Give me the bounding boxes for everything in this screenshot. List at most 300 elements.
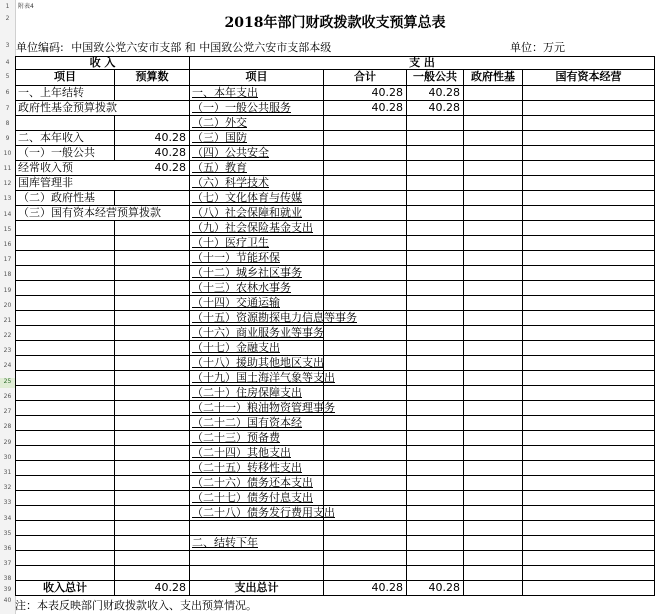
expense-state-cell[interactable] bbox=[523, 431, 655, 446]
expense-general-cell[interactable] bbox=[407, 461, 464, 476]
expense-item-cell[interactable] bbox=[190, 506, 335, 521]
income-item-cell[interactable] bbox=[15, 281, 115, 296]
expense-item-cell[interactable] bbox=[190, 281, 324, 296]
income-item-cell-text: 一、上年结转 bbox=[18, 86, 84, 99]
expense-state-cell[interactable] bbox=[523, 236, 655, 251]
expense-total-cell[interactable] bbox=[324, 281, 407, 296]
expense-general-cell[interactable] bbox=[407, 431, 464, 446]
income-item-cell[interactable] bbox=[15, 431, 115, 446]
row-number[interactable]: 3 bbox=[5, 42, 10, 49]
expense-total-cell[interactable] bbox=[324, 251, 407, 266]
expense-item-cell[interactable] bbox=[190, 86, 324, 101]
row-number[interactable]: 15 bbox=[3, 226, 12, 233]
expense-total-cell[interactable] bbox=[324, 371, 407, 386]
row-number[interactable]: 28 bbox=[3, 423, 12, 430]
income-budget-cell[interactable] bbox=[115, 251, 190, 266]
expense-state-cell[interactable] bbox=[523, 296, 655, 311]
expense-item-cell[interactable] bbox=[190, 311, 357, 326]
expense-total-cell[interactable] bbox=[324, 461, 407, 476]
expense-fund-cell[interactable] bbox=[464, 101, 523, 116]
expense-item-cell[interactable] bbox=[190, 146, 324, 161]
unit-value: 中国致公党六安市支部 和 中国致公党六安市支部本级 bbox=[71, 41, 332, 54]
income-budget-cell[interactable] bbox=[115, 296, 190, 311]
expense-item-cell[interactable] bbox=[190, 386, 324, 401]
expense-total-cell[interactable] bbox=[324, 86, 407, 101]
row-number[interactable]: 33 bbox=[3, 499, 12, 506]
income-budget-cell[interactable] bbox=[115, 551, 190, 566]
expense-item-cell[interactable] bbox=[190, 356, 324, 371]
row-number[interactable]: 1 bbox=[5, 3, 10, 10]
expense-total-cell[interactable] bbox=[324, 536, 407, 551]
header-income-item[interactable] bbox=[15, 70, 115, 86]
expense-total-cell[interactable] bbox=[324, 506, 407, 521]
expense-fund-cell[interactable] bbox=[464, 161, 523, 176]
expense-fund-cell[interactable] bbox=[464, 371, 523, 386]
expense-general-cell[interactable] bbox=[407, 371, 464, 386]
expense-state-cell[interactable] bbox=[523, 566, 655, 581]
expense-total-cell[interactable] bbox=[324, 101, 407, 116]
expense-general-cell[interactable] bbox=[407, 296, 464, 311]
expense-item-cell[interactable] bbox=[190, 221, 324, 236]
expense-state-cell[interactable] bbox=[523, 311, 655, 326]
expense-total-cell[interactable] bbox=[324, 431, 407, 446]
expense-state-cell[interactable] bbox=[523, 356, 655, 371]
expense-total-cell[interactable] bbox=[324, 386, 407, 401]
row-number[interactable]: 26 bbox=[3, 393, 12, 400]
income-item-cell[interactable] bbox=[15, 386, 115, 401]
expense-general-cell[interactable] bbox=[407, 491, 464, 506]
expense-state-cell[interactable] bbox=[523, 476, 655, 491]
money-unit: 单位：万元 bbox=[510, 41, 565, 54]
expense-general-cell[interactable] bbox=[407, 401, 464, 416]
income-item-cell[interactable] bbox=[15, 296, 115, 311]
row-number[interactable]: 37 bbox=[3, 560, 12, 567]
expense-fund-cell[interactable] bbox=[464, 221, 523, 236]
expense-general-cell[interactable] bbox=[407, 206, 464, 221]
row-number[interactable]: 38 bbox=[3, 575, 12, 582]
expense-state-cell[interactable] bbox=[523, 401, 655, 416]
expense-general-cell[interactable] bbox=[407, 356, 464, 371]
income-item-cell[interactable] bbox=[15, 101, 190, 116]
income-budget-cell[interactable] bbox=[115, 236, 190, 251]
expense-item-cell[interactable] bbox=[190, 371, 335, 386]
expense-fund-cell[interactable] bbox=[464, 476, 523, 491]
income-item-cell[interactable] bbox=[15, 506, 115, 521]
expense-general-cell[interactable] bbox=[407, 191, 464, 206]
row-number[interactable]: 34 bbox=[3, 515, 12, 522]
income-budget-cell[interactable] bbox=[115, 221, 190, 236]
expense-general-cell[interactable] bbox=[407, 476, 464, 491]
row-number[interactable]: 22 bbox=[3, 332, 12, 339]
expense-item-cell[interactable] bbox=[190, 101, 324, 116]
row-number[interactable]: 23 bbox=[3, 347, 12, 354]
expense-general-cell[interactable] bbox=[407, 506, 464, 521]
expense-item-cell-text: （二十一）粮油物资管理事务 bbox=[192, 401, 335, 414]
header-expense-item[interactable] bbox=[190, 70, 324, 86]
income-total-label[interactable] bbox=[15, 581, 115, 596]
expense-total-cell[interactable] bbox=[324, 161, 407, 176]
income-budget-cell[interactable] bbox=[115, 266, 190, 281]
expense-general-total-value[interactable] bbox=[407, 581, 464, 596]
row-number[interactable]: 31 bbox=[3, 469, 12, 476]
expense-total-cell[interactable] bbox=[324, 356, 407, 371]
income-item-cell[interactable] bbox=[15, 476, 115, 491]
expense-fund-cell[interactable] bbox=[464, 86, 523, 101]
income-budget-cell[interactable] bbox=[115, 566, 190, 581]
income-budget-cell[interactable] bbox=[115, 431, 190, 446]
income-budget-cell[interactable] bbox=[115, 416, 190, 431]
income-budget-cell[interactable] bbox=[115, 461, 190, 476]
expense-state-cell[interactable] bbox=[523, 386, 655, 401]
income-item-cell[interactable] bbox=[15, 446, 115, 461]
expense-item-cell[interactable] bbox=[190, 521, 324, 536]
expense-state-cell[interactable] bbox=[523, 416, 655, 431]
row-number[interactable]: 30 bbox=[3, 454, 12, 461]
expense-total-value[interactable] bbox=[324, 581, 407, 596]
row-number[interactable]: 40 bbox=[3, 597, 12, 604]
expense-fund-cell[interactable] bbox=[464, 251, 523, 266]
expense-total-cell[interactable] bbox=[324, 116, 407, 131]
expense-state-cell[interactable] bbox=[523, 161, 655, 176]
expense-fund-cell[interactable] bbox=[464, 146, 523, 161]
expense-fund-cell[interactable] bbox=[464, 296, 523, 311]
expense-general-cell[interactable] bbox=[407, 536, 464, 551]
row-number[interactable]: 20 bbox=[3, 302, 12, 309]
header-budget[interactable] bbox=[115, 70, 190, 86]
expense-general-cell[interactable] bbox=[407, 221, 464, 236]
expense-state-cell[interactable] bbox=[523, 551, 655, 566]
expense-state-cell[interactable] bbox=[523, 206, 655, 221]
expense-fund-cell[interactable] bbox=[464, 116, 523, 131]
expense-total-cell[interactable] bbox=[324, 206, 407, 221]
row-number[interactable]: 21 bbox=[3, 317, 12, 324]
income-total-value[interactable] bbox=[115, 581, 190, 596]
expense-item-cell-text: （三）国防 bbox=[192, 131, 247, 144]
expense-general-cell[interactable] bbox=[407, 146, 464, 161]
expense-total-cell[interactable] bbox=[324, 491, 407, 506]
expense-fund-cell[interactable] bbox=[464, 236, 523, 251]
expense-item-cell[interactable] bbox=[190, 536, 324, 551]
expense-general-cell[interactable] bbox=[407, 311, 464, 326]
expense-general-cell[interactable] bbox=[407, 341, 464, 356]
expense-state-cell[interactable] bbox=[523, 251, 655, 266]
income-budget-cell[interactable] bbox=[115, 146, 190, 161]
expense-state-cell[interactable] bbox=[523, 176, 655, 191]
row-number[interactable]: 4 bbox=[5, 59, 10, 66]
expense-item-cell[interactable] bbox=[190, 401, 335, 416]
income-budget-cell[interactable] bbox=[115, 506, 190, 521]
income-item-cell[interactable] bbox=[15, 311, 115, 326]
expense-total-cell[interactable] bbox=[324, 191, 407, 206]
expense-fund-cell[interactable] bbox=[464, 176, 523, 191]
expense-item-cell[interactable] bbox=[190, 131, 324, 146]
row-number[interactable]: 39 bbox=[3, 586, 12, 593]
expense-item-cell-text: （二十八）债务发行费用支出 bbox=[192, 506, 335, 519]
expense-item-cell[interactable] bbox=[190, 266, 324, 281]
expense-state-cell[interactable] bbox=[523, 446, 655, 461]
expense-fund-cell[interactable] bbox=[464, 206, 523, 221]
income-item-cell[interactable] bbox=[15, 251, 115, 266]
income-budget-cell[interactable] bbox=[115, 191, 190, 206]
expense-general-cell[interactable] bbox=[407, 326, 464, 341]
row-number[interactable]: 18 bbox=[3, 271, 12, 278]
expense-fund-cell[interactable] bbox=[464, 266, 523, 281]
expense-fund-cell[interactable] bbox=[464, 461, 523, 476]
expense-fund-cell[interactable] bbox=[464, 401, 523, 416]
expense-state-cell[interactable] bbox=[523, 131, 655, 146]
income-budget-cell[interactable] bbox=[115, 386, 190, 401]
expense-total-cell[interactable] bbox=[324, 221, 407, 236]
expense-state-cell[interactable] bbox=[523, 281, 655, 296]
expense-fund-cell[interactable] bbox=[464, 281, 523, 296]
income-budget-cell[interactable] bbox=[115, 281, 190, 296]
expense-general-cell[interactable] bbox=[407, 446, 464, 461]
expense-total-cell[interactable] bbox=[324, 146, 407, 161]
header-total[interactable] bbox=[324, 70, 407, 86]
expense-general-cell[interactable] bbox=[407, 236, 464, 251]
income-budget-cell[interactable] bbox=[115, 491, 190, 506]
expense-item-cell[interactable] bbox=[190, 176, 324, 191]
income-item-cell[interactable] bbox=[15, 491, 115, 506]
row-number[interactable]: 29 bbox=[3, 439, 12, 446]
row-number[interactable]: 5 bbox=[5, 73, 10, 80]
expense-total-cell[interactable] bbox=[324, 521, 407, 536]
header-total-text: 合计 bbox=[354, 70, 376, 83]
income-item-cell[interactable] bbox=[15, 371, 115, 386]
income-item-cell[interactable] bbox=[15, 206, 190, 221]
expense-general-cell[interactable] bbox=[407, 101, 464, 116]
row-number[interactable]: 25 bbox=[0, 378, 15, 388]
income-item-cell[interactable] bbox=[15, 461, 115, 476]
expense-item-cell-text: （二）外交 bbox=[192, 116, 247, 129]
expense-general-cell[interactable] bbox=[407, 176, 464, 191]
row-number[interactable]: 12 bbox=[3, 180, 12, 187]
expense-general-cell[interactable] bbox=[407, 116, 464, 131]
expense-fund-cell[interactable] bbox=[464, 341, 523, 356]
header-general-text: 一般公共 bbox=[413, 70, 457, 83]
expense-total-cell[interactable] bbox=[324, 566, 407, 581]
expense-fund-cell[interactable] bbox=[464, 311, 523, 326]
expense-state-cell[interactable] bbox=[523, 371, 655, 386]
row-number[interactable]: 35 bbox=[3, 530, 12, 537]
expense-item-cell-text: （十六）商业服务业等事务 bbox=[192, 326, 324, 339]
expense-item-cell-text: （十八）援助其他地区支出 bbox=[192, 356, 324, 369]
expense-fund-cell[interactable] bbox=[464, 191, 523, 206]
income-budget-cell[interactable] bbox=[115, 476, 190, 491]
expense-state-cell[interactable] bbox=[523, 461, 655, 476]
income-item-cell[interactable] bbox=[15, 266, 115, 281]
expense-general-cell[interactable] bbox=[407, 416, 464, 431]
expense-state-total-value[interactable] bbox=[523, 581, 655, 596]
expense-total-cell[interactable] bbox=[324, 131, 407, 146]
expense-state-cell[interactable] bbox=[523, 116, 655, 131]
expense-state-cell[interactable] bbox=[523, 341, 655, 356]
income-item-cell[interactable] bbox=[15, 551, 115, 566]
income-item-cell[interactable] bbox=[15, 536, 115, 551]
expense-total-value-text: 40.28 bbox=[371, 581, 403, 594]
income-item-cell[interactable] bbox=[15, 131, 115, 146]
header-general[interactable] bbox=[407, 70, 464, 86]
row-number[interactable]: 14 bbox=[3, 211, 12, 218]
expense-fund-cell[interactable] bbox=[464, 506, 523, 521]
expense-total-cell[interactable] bbox=[324, 296, 407, 311]
income-item-cell[interactable] bbox=[15, 236, 115, 251]
expense-item-cell[interactable] bbox=[190, 476, 324, 491]
expense-total-cell[interactable] bbox=[324, 341, 407, 356]
header-expense[interactable] bbox=[190, 56, 655, 70]
expense-state-cell[interactable] bbox=[523, 191, 655, 206]
income-item-cell[interactable] bbox=[15, 191, 115, 206]
expense-state-cell[interactable] bbox=[523, 86, 655, 101]
income-budget-cell[interactable] bbox=[115, 116, 190, 131]
expense-item-cell[interactable] bbox=[190, 116, 324, 131]
row-number[interactable]: 9 bbox=[5, 135, 10, 142]
expense-item-cell[interactable] bbox=[190, 431, 324, 446]
expense-state-cell[interactable] bbox=[523, 521, 655, 536]
income-budget-cell[interactable] bbox=[115, 371, 190, 386]
expense-general-cell[interactable] bbox=[407, 386, 464, 401]
row-number[interactable]: 6 bbox=[5, 89, 10, 96]
row-number[interactable]: 7 bbox=[5, 105, 10, 112]
income-budget-cell[interactable] bbox=[115, 521, 190, 536]
row-number[interactable]: 10 bbox=[3, 150, 12, 157]
row-number[interactable]: 8 bbox=[5, 120, 10, 127]
expense-general-cell[interactable] bbox=[407, 131, 464, 146]
expense-general-cell[interactable] bbox=[407, 281, 464, 296]
expense-total-cell-text: 40.28 bbox=[371, 86, 403, 99]
expense-general-cell[interactable] bbox=[407, 551, 464, 566]
expense-total-cell[interactable] bbox=[324, 446, 407, 461]
income-item-cell[interactable] bbox=[15, 86, 115, 101]
income-item-cell[interactable] bbox=[15, 146, 115, 161]
expense-fund-cell[interactable] bbox=[464, 356, 523, 371]
expense-item-cell[interactable] bbox=[190, 161, 324, 176]
expense-item-cell[interactable] bbox=[190, 191, 324, 206]
income-item-cell[interactable] bbox=[15, 566, 115, 581]
expense-total-cell[interactable] bbox=[324, 551, 407, 566]
header-income[interactable] bbox=[15, 56, 190, 70]
expense-total-cell[interactable] bbox=[324, 416, 407, 431]
income-budget-cell[interactable] bbox=[115, 341, 190, 356]
row-number[interactable]: 11 bbox=[3, 165, 12, 172]
expense-item-cell[interactable] bbox=[190, 341, 324, 356]
expense-item-cell[interactable] bbox=[190, 416, 324, 431]
expense-item-cell[interactable] bbox=[190, 446, 324, 461]
expense-fund-cell[interactable] bbox=[464, 431, 523, 446]
row-number[interactable]: 36 bbox=[3, 545, 12, 552]
expense-total-cell[interactable] bbox=[324, 236, 407, 251]
expense-item-cell[interactable] bbox=[190, 251, 324, 266]
income-item-cell[interactable] bbox=[15, 401, 115, 416]
expense-fund-cell[interactable] bbox=[464, 491, 523, 506]
expense-fund-cell[interactable] bbox=[464, 386, 523, 401]
row-number[interactable]: 24 bbox=[3, 362, 12, 369]
expense-item-cell-text: （二十二）国有资本经 bbox=[192, 416, 302, 429]
expense-total-cell[interactable] bbox=[324, 176, 407, 191]
income-item-cell[interactable] bbox=[15, 356, 115, 371]
expense-total-cell[interactable] bbox=[324, 326, 407, 341]
header-income-item-text: 项目 bbox=[54, 70, 76, 83]
expense-total-cell[interactable] bbox=[324, 401, 407, 416]
income-budget-cell[interactable] bbox=[115, 536, 190, 551]
income-budget-cell[interactable] bbox=[115, 401, 190, 416]
expense-fund-cell[interactable] bbox=[464, 551, 523, 566]
expense-item-cell[interactable] bbox=[190, 236, 324, 251]
row-number[interactable]: 27 bbox=[3, 408, 12, 415]
income-budget-cell[interactable] bbox=[115, 86, 190, 101]
expense-fund-cell[interactable] bbox=[464, 536, 523, 551]
expense-item-cell[interactable] bbox=[190, 566, 324, 581]
expense-item-cell-text: 二、结转下年 bbox=[192, 536, 258, 549]
expense-fund-cell[interactable] bbox=[464, 131, 523, 146]
income-item-cell[interactable] bbox=[15, 116, 115, 131]
income-budget-cell[interactable] bbox=[115, 356, 190, 371]
expense-state-cell[interactable] bbox=[523, 221, 655, 236]
row-number[interactable]: 19 bbox=[3, 287, 12, 294]
expense-total-cell-text: 40.28 bbox=[371, 101, 403, 114]
expense-general-cell[interactable] bbox=[407, 161, 464, 176]
expense-state-cell[interactable] bbox=[523, 326, 655, 341]
expense-item-cell[interactable] bbox=[190, 296, 324, 311]
income-item-cell[interactable] bbox=[15, 161, 190, 176]
expense-item-cell[interactable] bbox=[190, 326, 324, 341]
expense-state-cell[interactable] bbox=[523, 146, 655, 161]
expense-fund-cell[interactable] bbox=[464, 416, 523, 431]
expense-state-cell[interactable] bbox=[523, 266, 655, 281]
income-budget-cell[interactable] bbox=[115, 311, 190, 326]
expense-fund-cell[interactable] bbox=[464, 566, 523, 581]
income-budget-cell[interactable] bbox=[115, 446, 190, 461]
expense-state-cell[interactable] bbox=[523, 506, 655, 521]
income-item-cell[interactable] bbox=[15, 326, 115, 341]
header-state[interactable] bbox=[523, 70, 655, 86]
expense-fund-cell[interactable] bbox=[464, 326, 523, 341]
income-item-cell[interactable] bbox=[15, 341, 115, 356]
expense-total-cell[interactable] bbox=[324, 476, 407, 491]
expense-item-cell-text: （十二）城乡社区事务 bbox=[192, 266, 302, 279]
income-item-cell[interactable] bbox=[15, 521, 115, 536]
income-item-cell[interactable] bbox=[15, 176, 190, 191]
expense-item-cell[interactable] bbox=[190, 551, 324, 566]
row-number[interactable]: 17 bbox=[3, 256, 12, 263]
expense-total-cell[interactable] bbox=[324, 266, 407, 281]
expense-general-cell[interactable] bbox=[407, 266, 464, 281]
expense-general-cell[interactable] bbox=[407, 86, 464, 101]
expense-general-cell[interactable] bbox=[407, 521, 464, 536]
expense-state-cell[interactable] bbox=[523, 491, 655, 506]
expense-total-label[interactable] bbox=[190, 581, 324, 596]
expense-item-cell[interactable] bbox=[190, 491, 324, 506]
expense-fund-total-value[interactable] bbox=[464, 581, 523, 596]
row-number[interactable]: 16 bbox=[3, 241, 12, 248]
expense-general-cell[interactable] bbox=[407, 566, 464, 581]
row-number[interactable]: 2 bbox=[5, 15, 10, 22]
expense-item-cell[interactable] bbox=[190, 206, 324, 221]
expense-state-cell[interactable] bbox=[523, 536, 655, 551]
expense-item-cell[interactable] bbox=[190, 461, 324, 476]
row-number[interactable]: 32 bbox=[3, 484, 12, 491]
expense-fund-cell[interactable] bbox=[464, 521, 523, 536]
income-item-cell[interactable] bbox=[15, 221, 115, 236]
header-fund[interactable] bbox=[464, 70, 523, 86]
income-budget-cell[interactable] bbox=[115, 131, 190, 146]
expense-state-cell[interactable] bbox=[523, 101, 655, 116]
income-item-cell[interactable] bbox=[15, 416, 115, 431]
expense-fund-cell[interactable] bbox=[464, 446, 523, 461]
income-budget-cell[interactable] bbox=[115, 326, 190, 341]
row-number[interactable]: 13 bbox=[3, 195, 12, 202]
expense-general-cell[interactable] bbox=[407, 251, 464, 266]
